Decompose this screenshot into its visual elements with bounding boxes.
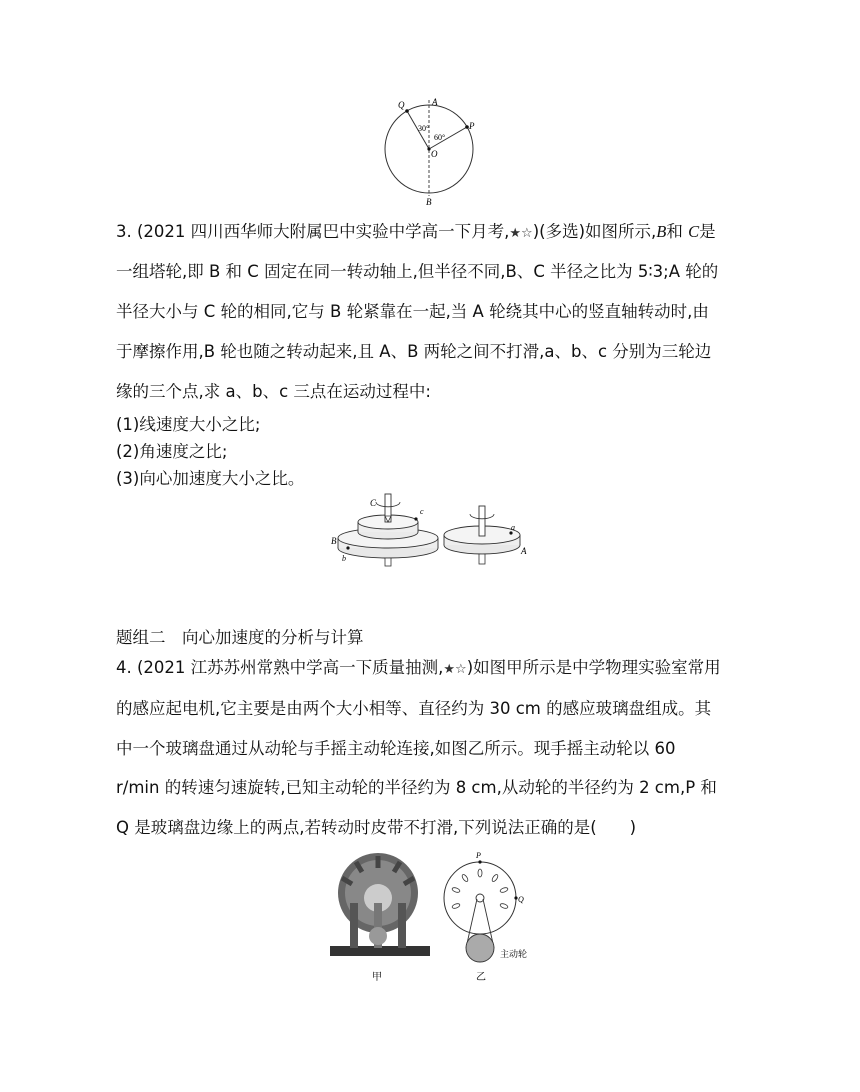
q4-line3: 中一个玻璃盘通过从动轮与手摇主动轮连接,如图乙所示。现手摇主动轮以 60 [116, 739, 676, 758]
angle-60: 60° [434, 133, 446, 142]
q3-sub1: (1)线速度大小之比; [116, 415, 261, 434]
label-O: O [431, 149, 438, 159]
two-star-icon: ★☆ [509, 226, 533, 241]
label-B2: B [331, 536, 337, 546]
label-P2: P [476, 851, 481, 860]
label-b: b [342, 554, 346, 563]
q4-line1: 4. (2021 江苏苏州常熟中学高一下质量抽测,★☆)如图甲所示是中学物理实验室常用 [116, 658, 721, 677]
label-B: B [426, 197, 432, 207]
two-star-icon: ★☆ [443, 662, 467, 677]
label-driver: 主动轮 [500, 950, 528, 960]
section-title: 题组二 向心加速度的分析与计算 [116, 628, 364, 647]
label-yi: 乙 [476, 972, 486, 983]
q3-line5: 缘的三个点,求 a、b、c 三点在运动过程中: [116, 382, 431, 401]
q4-line2: 的感应起电机,它主要是由两个大小相等、直径约为 30 cm 的感应玻璃盘组成。其 [116, 699, 712, 718]
angle-30: 30° [418, 124, 430, 133]
label-A: A [432, 97, 438, 107]
q4-line4: r/min 的转速匀速旋转,已知主动轮的半径约为 8 cm,从动轮的半径约为 2 cm,P 和 [116, 778, 717, 797]
label-a: a [511, 523, 515, 532]
q3-sub3: (3)向心加速度大小之比。 [116, 469, 305, 488]
label-P: P [469, 121, 475, 131]
q4-line5: Q 是玻璃盘边缘上的两点,若转动时皮带不打滑,下列说法正确的是( ) [116, 818, 637, 837]
label-A2: A [521, 546, 527, 556]
label-Q2: Q [518, 895, 524, 904]
label-C: C [370, 498, 377, 508]
figure-induction-machine [330, 848, 535, 983]
q3-line2: 一组塔轮,即 B 和 C 固定在同一转动轴上,但半径不同,B、C 半径之比为 5∶3;A 轮的 [116, 262, 719, 281]
q3-line4: 于摩擦作用,B 轮也随之转动起来,且 A、B 两轮之间不打滑,a、b、c 分别为三轮边 [116, 342, 712, 361]
label-jia: 甲 [372, 972, 382, 983]
q3-line3: 半径大小与 C 轮的相同,它与 B 轮紧靠在一起,当 A 轮绕其中心的竖直轴转动时,由 [116, 302, 709, 321]
figure-tower-wheels [330, 488, 535, 570]
label-Q: Q [398, 100, 405, 110]
q3-sub2: (2)角速度之比; [116, 442, 228, 461]
label-c: c [420, 507, 424, 516]
q3-line1: 3. (2021 四川西华师大附属巴中实验中学高一下月考,★☆)(多选)如图所示,B和 C是 [116, 222, 716, 241]
figure-circle-angles [378, 92, 488, 210]
